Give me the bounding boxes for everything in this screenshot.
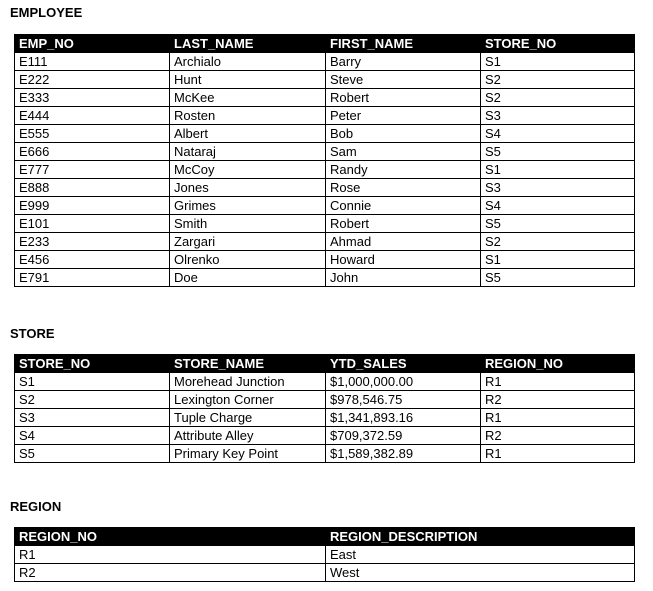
employee-table-cell: S3 (481, 107, 635, 125)
employee-table-cell: Grimes (170, 197, 326, 215)
employee-table-cell: Rosten (170, 107, 326, 125)
employee-table-cell: John (326, 269, 481, 287)
store-table-row (15, 409, 635, 427)
store-table-body (15, 373, 635, 463)
employee-table-cell: E444 (15, 107, 170, 125)
employee-table-row (15, 161, 635, 179)
store-table-cell: S4 (15, 427, 170, 445)
employee-table-cell: S1 (481, 161, 635, 179)
employee-table-row (15, 269, 635, 287)
employee-table-row (15, 233, 635, 251)
store-table-cell: Tuple Charge (170, 409, 326, 427)
store-table-cell: Lexington Corner (170, 391, 326, 409)
employee-table (14, 34, 635, 287)
store-table-cell: R2 (481, 391, 635, 409)
employee-header-row (15, 35, 635, 53)
region-table-row (15, 564, 635, 582)
employee-table-cell: E101 (15, 215, 170, 233)
store-table-cell: $1,589,382.89 (326, 445, 481, 463)
employee-table-cell: S5 (481, 215, 635, 233)
store-header-row (15, 355, 635, 373)
employee-table-row (15, 53, 635, 71)
employee-table-cell: S1 (481, 251, 635, 269)
employee-table-cell: Robert (326, 89, 481, 107)
employee-table-cell: Connie (326, 197, 481, 215)
store-column-header: STORE_NO (15, 355, 170, 373)
store-column-header: YTD_SALES (326, 355, 481, 373)
store-table (14, 354, 635, 463)
employee-table-cell: E555 (15, 125, 170, 143)
employee-table-row (15, 215, 635, 233)
store-column-header: STORE_NAME (170, 355, 326, 373)
employee-table-cell: S1 (481, 53, 635, 71)
employee-table-row (15, 71, 635, 89)
employee-table-cell: Randy (326, 161, 481, 179)
store-column-header: REGION_NO (481, 355, 635, 373)
employee-table-cell: E233 (15, 233, 170, 251)
employee-table-cell: Olrenko (170, 251, 326, 269)
employee-column-header: LAST_NAME (170, 35, 326, 53)
employee-table-cell: S2 (481, 233, 635, 251)
employee-table-cell: Howard (326, 251, 481, 269)
store-table-cell: Attribute Alley (170, 427, 326, 445)
store-table-cell: $1,341,893.16 (326, 409, 481, 427)
store-table-cell: Morehead Junction (170, 373, 326, 391)
employee-table-cell: McKee (170, 89, 326, 107)
employee-table-cell: E111 (15, 53, 170, 71)
store-table-cell: R1 (481, 409, 635, 427)
store-table-row (15, 391, 635, 409)
employee-table-cell: S4 (481, 197, 635, 215)
employee-table-cell: E666 (15, 143, 170, 161)
employee-table-cell: McCoy (170, 161, 326, 179)
store-table-cell: $709,372.59 (326, 427, 481, 445)
region-column-header: REGION_DESCRIPTION (326, 528, 635, 546)
employee-table-cell: Zargari (170, 233, 326, 251)
employee-table-cell: E777 (15, 161, 170, 179)
region-table-cell: East (326, 546, 635, 564)
employee-table-body (15, 53, 635, 287)
employee-table-cell: E888 (15, 179, 170, 197)
employee-column-header: STORE_NO (481, 35, 635, 53)
store-table-cell: R1 (481, 445, 635, 463)
employee-table-cell: Albert (170, 125, 326, 143)
employee-table-cell: Nataraj (170, 143, 326, 161)
employee-table-cell: Archialo (170, 53, 326, 71)
employee-table-cell: S4 (481, 125, 635, 143)
employee-table-cell: E791 (15, 269, 170, 287)
region-column-header: REGION_NO (15, 528, 326, 546)
employee-table-cell: Hunt (170, 71, 326, 89)
employee-table-cell: Jones (170, 179, 326, 197)
store-table-cell: R1 (481, 373, 635, 391)
employee-table-cell: Steve (326, 71, 481, 89)
store-table-row (15, 445, 635, 463)
employee-table-row (15, 143, 635, 161)
employee-table-cell: Sam (326, 143, 481, 161)
store-table-cell: R2 (481, 427, 635, 445)
employee-table-cell: S2 (481, 71, 635, 89)
employee-table-cell: E222 (15, 71, 170, 89)
employee-table-cell: Doe (170, 269, 326, 287)
region-table-cell: R1 (15, 546, 326, 564)
employee-table-cell: E456 (15, 251, 170, 269)
employee-table-row (15, 89, 635, 107)
employee-table-cell: S5 (481, 269, 635, 287)
store-table-cell: $978,546.75 (326, 391, 481, 409)
store-table-cell: S5 (15, 445, 170, 463)
employee-table-cell: S5 (481, 143, 635, 161)
employee-table-cell: Rose (326, 179, 481, 197)
region-table-cell: R2 (15, 564, 326, 582)
region-table-title: REGION (10, 499, 62, 514)
employee-table-row (15, 125, 635, 143)
store-table-row (15, 427, 635, 445)
employee-table-cell: S3 (481, 179, 635, 197)
employee-table-cell: S2 (481, 89, 635, 107)
employee-table-cell: E333 (15, 89, 170, 107)
employee-table-row (15, 179, 635, 197)
region-table-row (15, 546, 635, 564)
employee-table-cell: Peter (326, 107, 481, 125)
employee-table-row (15, 197, 635, 215)
employee-table-cell: Barry (326, 53, 481, 71)
employee-column-header: FIRST_NAME (326, 35, 481, 53)
store-table-cell: S2 (15, 391, 170, 409)
employee-table-cell: Robert (326, 215, 481, 233)
region-table (14, 527, 635, 582)
region-table-cell: West (326, 564, 635, 582)
employee-table-row (15, 251, 635, 269)
employee-column-header: EMP_NO (15, 35, 170, 53)
store-table-cell: Primary Key Point (170, 445, 326, 463)
region-table-body (15, 546, 635, 582)
employee-table-cell: Ahmad (326, 233, 481, 251)
store-table-cell: S1 (15, 373, 170, 391)
region-header-row (15, 528, 635, 546)
store-table-row (15, 373, 635, 391)
store-table-cell: S3 (15, 409, 170, 427)
employee-table-cell: Smith (170, 215, 326, 233)
employee-table-cell: Bob (326, 125, 481, 143)
store-table-title: STORE (10, 326, 55, 341)
store-table-cell: $1,000,000.00 (326, 373, 481, 391)
employee-table-row (15, 107, 635, 125)
employee-table-title: EMPLOYEE (10, 5, 83, 20)
employee-table-cell: E999 (15, 197, 170, 215)
